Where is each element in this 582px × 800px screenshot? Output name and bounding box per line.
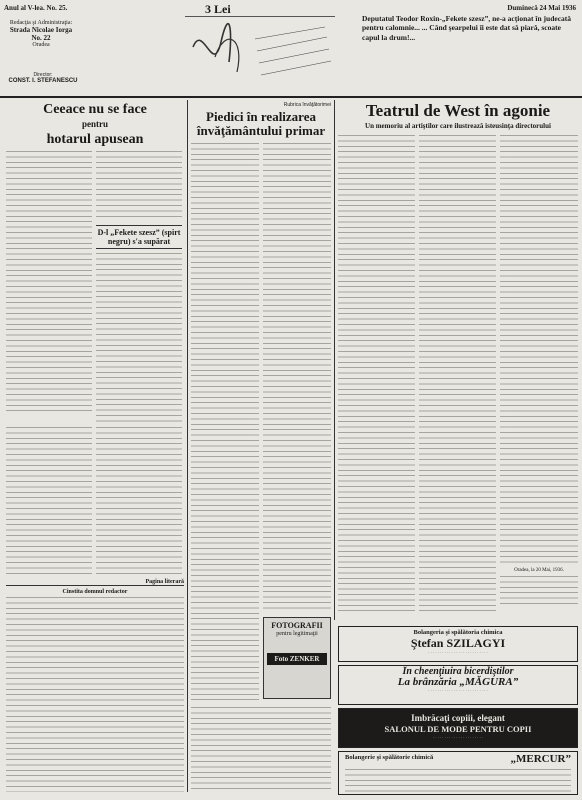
office-city: Oradea	[32, 42, 50, 48]
col3-body-d	[500, 576, 578, 606]
ad4-body	[345, 769, 571, 793]
col1-body-c	[96, 253, 182, 423]
col1-body-d	[6, 427, 92, 577]
col1-headline	[6, 102, 184, 147]
office-label: Redacţia şi Administraţia:	[9, 20, 73, 26]
ad-mercur	[338, 751, 578, 795]
ad-magura	[338, 665, 578, 705]
ad3-name: SALONUL DE MODE PENTRU COPII	[384, 724, 532, 734]
col2-body-c	[191, 707, 331, 792]
handwritten-stamp	[185, 16, 335, 86]
director-name: CONST. I. STEFANESCU	[8, 78, 78, 84]
ad2-title: În cheenţiuira bicerdiştilor	[402, 666, 514, 677]
col2-headline: Piedici în realizarea învăţământului primar	[196, 109, 326, 138]
col1-footer-heading: Pagina literară	[6, 579, 184, 586]
photo-ad-sub: pentru legitimaţii	[276, 631, 318, 637]
column-middle	[191, 102, 331, 792]
office-address	[6, 20, 76, 48]
office-street: Strada Nicolae Iorga No. 22	[9, 26, 73, 42]
col3-body-a	[338, 135, 415, 615]
ad3-title: Imbrăcaţi copiii, elegant	[411, 713, 505, 723]
col1-headline-small: pentru	[81, 119, 108, 129]
column-left	[6, 102, 184, 792]
ad4-title: „MERCUR”	[510, 753, 571, 765]
column-divider-1	[187, 100, 188, 792]
ad1-title: Bolangeria şi spălătoria chimica	[413, 629, 503, 636]
col2-body-a	[191, 143, 259, 703]
col2-section: Rubrica învăţătorimei	[283, 102, 331, 108]
photo-ad	[263, 617, 331, 699]
director-block	[8, 72, 78, 84]
issue-date: Duminecă 24 Mai 1936	[507, 4, 576, 12]
top-notice: Deputatul Teodor Roxin-„Fekete szesz”, ne-a acţionat în judecată pentru calomnie... ... Când şearpelui îi este dat să piară, scoate capul la drum!...	[362, 14, 572, 42]
photo-ad-name: Foto ZENKER	[267, 653, 327, 665]
col1-body-f	[6, 597, 184, 792]
issue-number: Anul al V-lea. No. 25.	[4, 4, 68, 12]
ad2-detail: · · · · · · · · · · · · · · · · · · · · · · · · · ·	[428, 688, 488, 693]
col3-dateline: Oradea, la 20 Mai, 1936.	[514, 568, 564, 573]
col1-body-a	[6, 151, 92, 411]
ad3-detail: · · · · · · · · · · · · · · · · · · · · · ·	[432, 735, 484, 740]
col2-body-b	[263, 143, 331, 613]
ad2-name: La brânzăria „MĂGURA”	[397, 676, 519, 688]
director-label: Director:	[33, 72, 53, 78]
col1-body-e	[96, 427, 182, 577]
col1-headline-text2: hotarul apusean	[46, 132, 144, 147]
col1-body-b	[96, 151, 182, 221]
ad1-name: Ştefan SZILAGYI	[410, 636, 506, 650]
ad-bolangerie	[338, 626, 578, 662]
photo-ad-title: FOTOGRAFII	[271, 621, 323, 630]
ad4-sub: Bolangerie şi spălătorie chimică	[345, 754, 434, 761]
column-divider-2	[334, 100, 335, 620]
col1-bottom-heading: Cinstita domnul redactor	[62, 589, 128, 595]
col1-headline-text: Ceeace nu se face	[43, 102, 147, 117]
col3-body-b	[419, 135, 496, 615]
col1-boxed-title: D-l „Fekete szesz” (spirt negru) s'a supărat	[96, 225, 182, 249]
price: 3 Lei	[205, 2, 231, 16]
ad-children-fashion	[338, 708, 578, 748]
column-right	[338, 102, 578, 622]
col3-subhead: Un memoriu al artiştilor care ilustrează isteusinţa directorului	[365, 122, 551, 130]
signature-drawing	[185, 17, 335, 87]
ad1-detail: · · · · · · · · · · · · · · · · · · · · · · · · · ·	[428, 650, 488, 655]
col3-headline: Teatrul de West în agonie	[365, 102, 551, 120]
col3-body-c	[500, 135, 578, 565]
masthead-rule	[0, 96, 582, 98]
